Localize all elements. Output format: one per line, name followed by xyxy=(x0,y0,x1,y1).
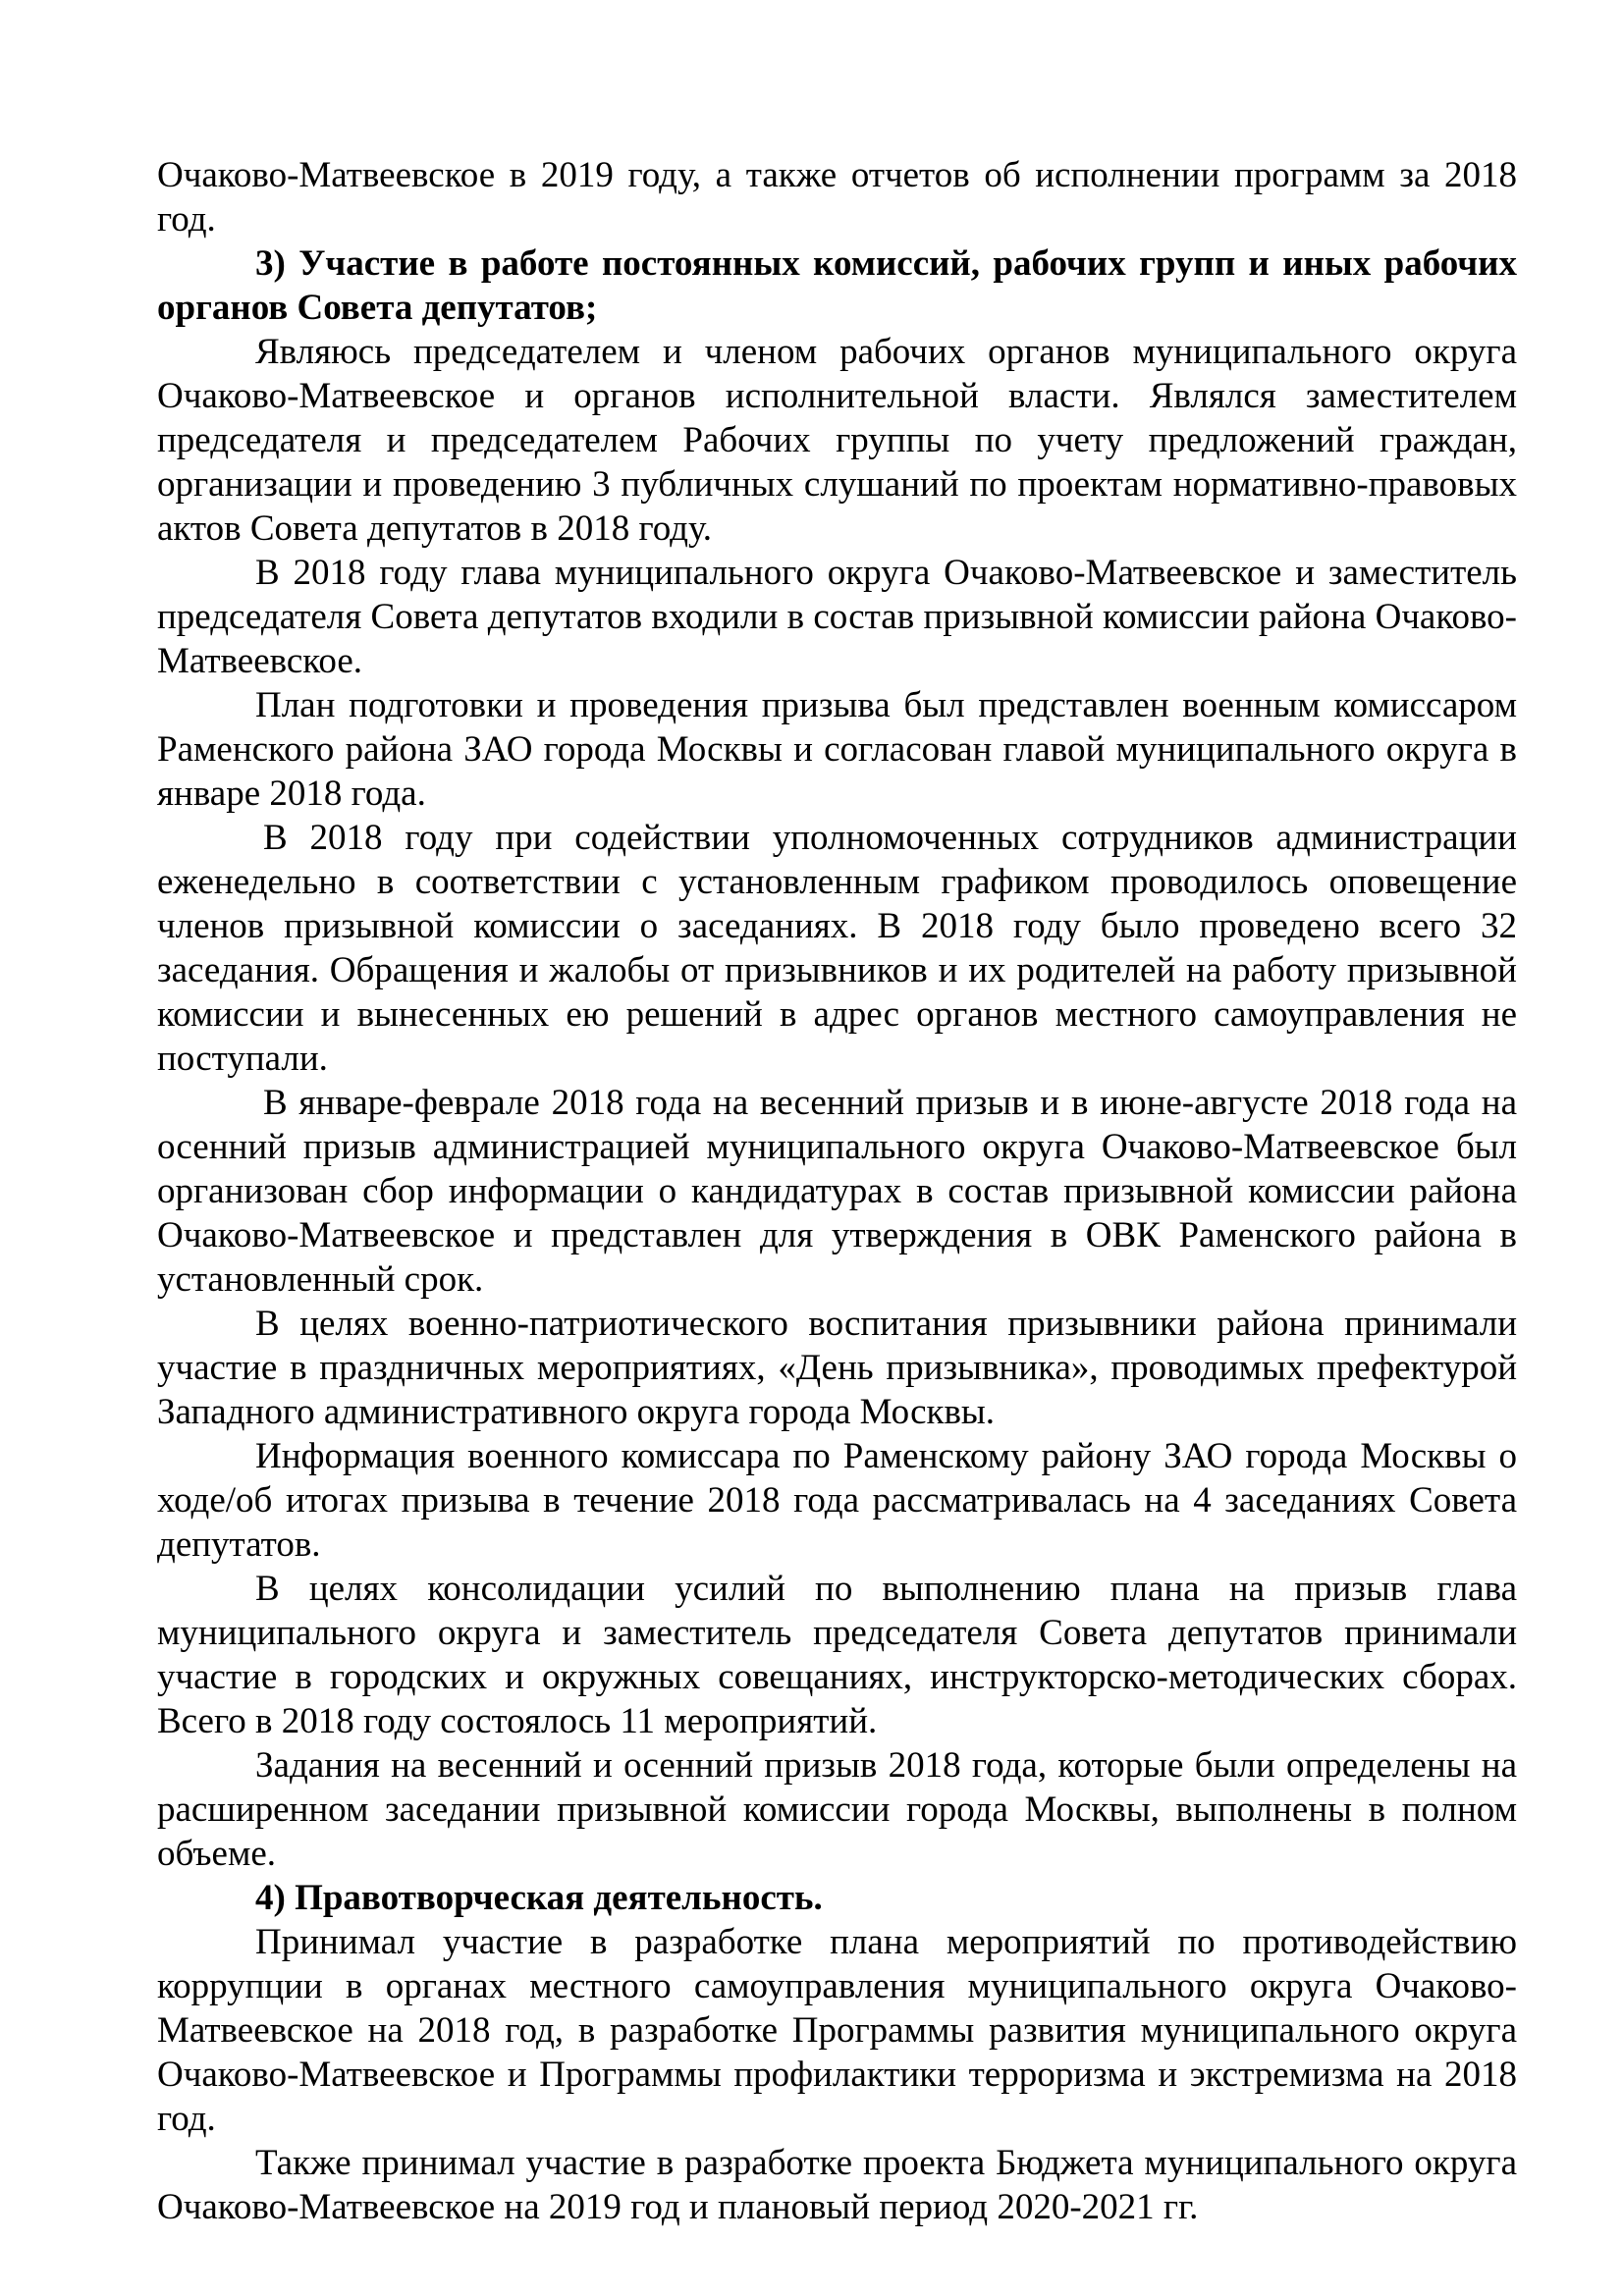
paragraph-anticorruption: Принимал участие в разработке плана мероприятий по противодействию коррупции в органах местного самоуправления муниципального округа Очаково-Матвеевское на 2018 год, в разработке Программы развития муниципального округа Очаково-Матвеевское и Программы профилактики терроризма и экстремизма на 2018 год. xyxy=(157,1922,1517,2139)
paragraph-commissar-report: Информация военного комиссара по Раменскому району ЗАО города Москвы о ходе/об итогах призыва в течение 2018 года рассматривалась на 4 заседаниях Совета депутатов. xyxy=(157,1436,1517,1565)
document-body xyxy=(157,153,1517,2229)
paragraph-budget-project: Также принимал участие в разработке проекта Бюджета муниципального округа Очаково-Матвеевское на 2019 год и плановый период 2020-2021 гг. xyxy=(157,2143,1517,2227)
paragraph-draft-commission: В 2018 году глава муниципального округа Очаково-Матвеевское и заместитель председателя Совета депутатов входили в состав призывной комиссии района Очаково-Матвеевское. xyxy=(157,553,1517,681)
section-heading-commissions: 3) Участие в работе постоянных комиссий, рабочих групп и иных рабочих органов Совета депутатов; xyxy=(157,243,1517,328)
paragraph-consolidation: В целях консолидации усилий по выполнению плана на призыв глава муниципального округа и заместитель председателя Совета депутатов принимали участие в городских и окружных совещаниях, инструкторско-методических сборах. Всего в 2018 году состоялось 11 мероприятий. xyxy=(157,1569,1517,1741)
paragraph-draft-tasks: Задания на весенний и осенний призыв 2018 года, которые были определены на расширенном заседании призывной комиссии города Москвы, выполнены в полном объеме. xyxy=(157,1745,1517,1874)
paragraph-working-bodies: Являюсь председателем и членом рабочих органов муниципального округа Очаково-Матвеевское и органов исполнительной власти. Являлся заместителем председателя и председателем Рабочих группы по учету предложений граждан, организации и проведению 3 публичных слушаний по проектам нормативно-правовых актов Совета депутатов в 2018 году. xyxy=(157,332,1517,549)
paragraph-draft-plan: План подготовки и проведения призыва был представлен военным комиссаром Раменского района ЗАО города Москвы и согласован главой муниципального округа в январе 2018 года. xyxy=(157,685,1517,814)
paragraph-budget-continuation: Очаково-Матвеевское в 2019 году, а также отчетов об исполнении программ за 2018 год. xyxy=(157,155,1517,240)
paragraph-candidates-collection: В январе-феврале 2018 года на весенний призыв и в июне-августе 2018 года на осенний призыв администрацией муниципального округа Очаково-Матвеевское был организован сбор информации о кандидатурах в состав призывной комиссии района Очаково-Матвеевское и представлен для утверждения в ОВК Раменского района в установленный срок. xyxy=(157,1083,1517,1300)
paragraph-patriotic-education: В целях военно-патриотического воспитания призывники района принимали участие в праздничных мероприятиях, «День призывника», проводимых префектурой Западного административного округа города Москвы. xyxy=(157,1304,1517,1432)
paragraph-commission-meetings: В 2018 году при содействии уполномоченных сотрудников администрации еженедельно в соответствии с установленным графиком проводилось оповещение членов призывной комиссии о заседаниях. В 2018 году было проведено всего 32 заседания. Обращения и жалобы от призывников и их родителей на работу призывной комиссии и вынесенных ею решений в адрес органов местного самоуправления не поступали. xyxy=(157,818,1517,1079)
section-heading-lawmaking: 4) Правотворческая деятельность. xyxy=(255,1878,823,1918)
